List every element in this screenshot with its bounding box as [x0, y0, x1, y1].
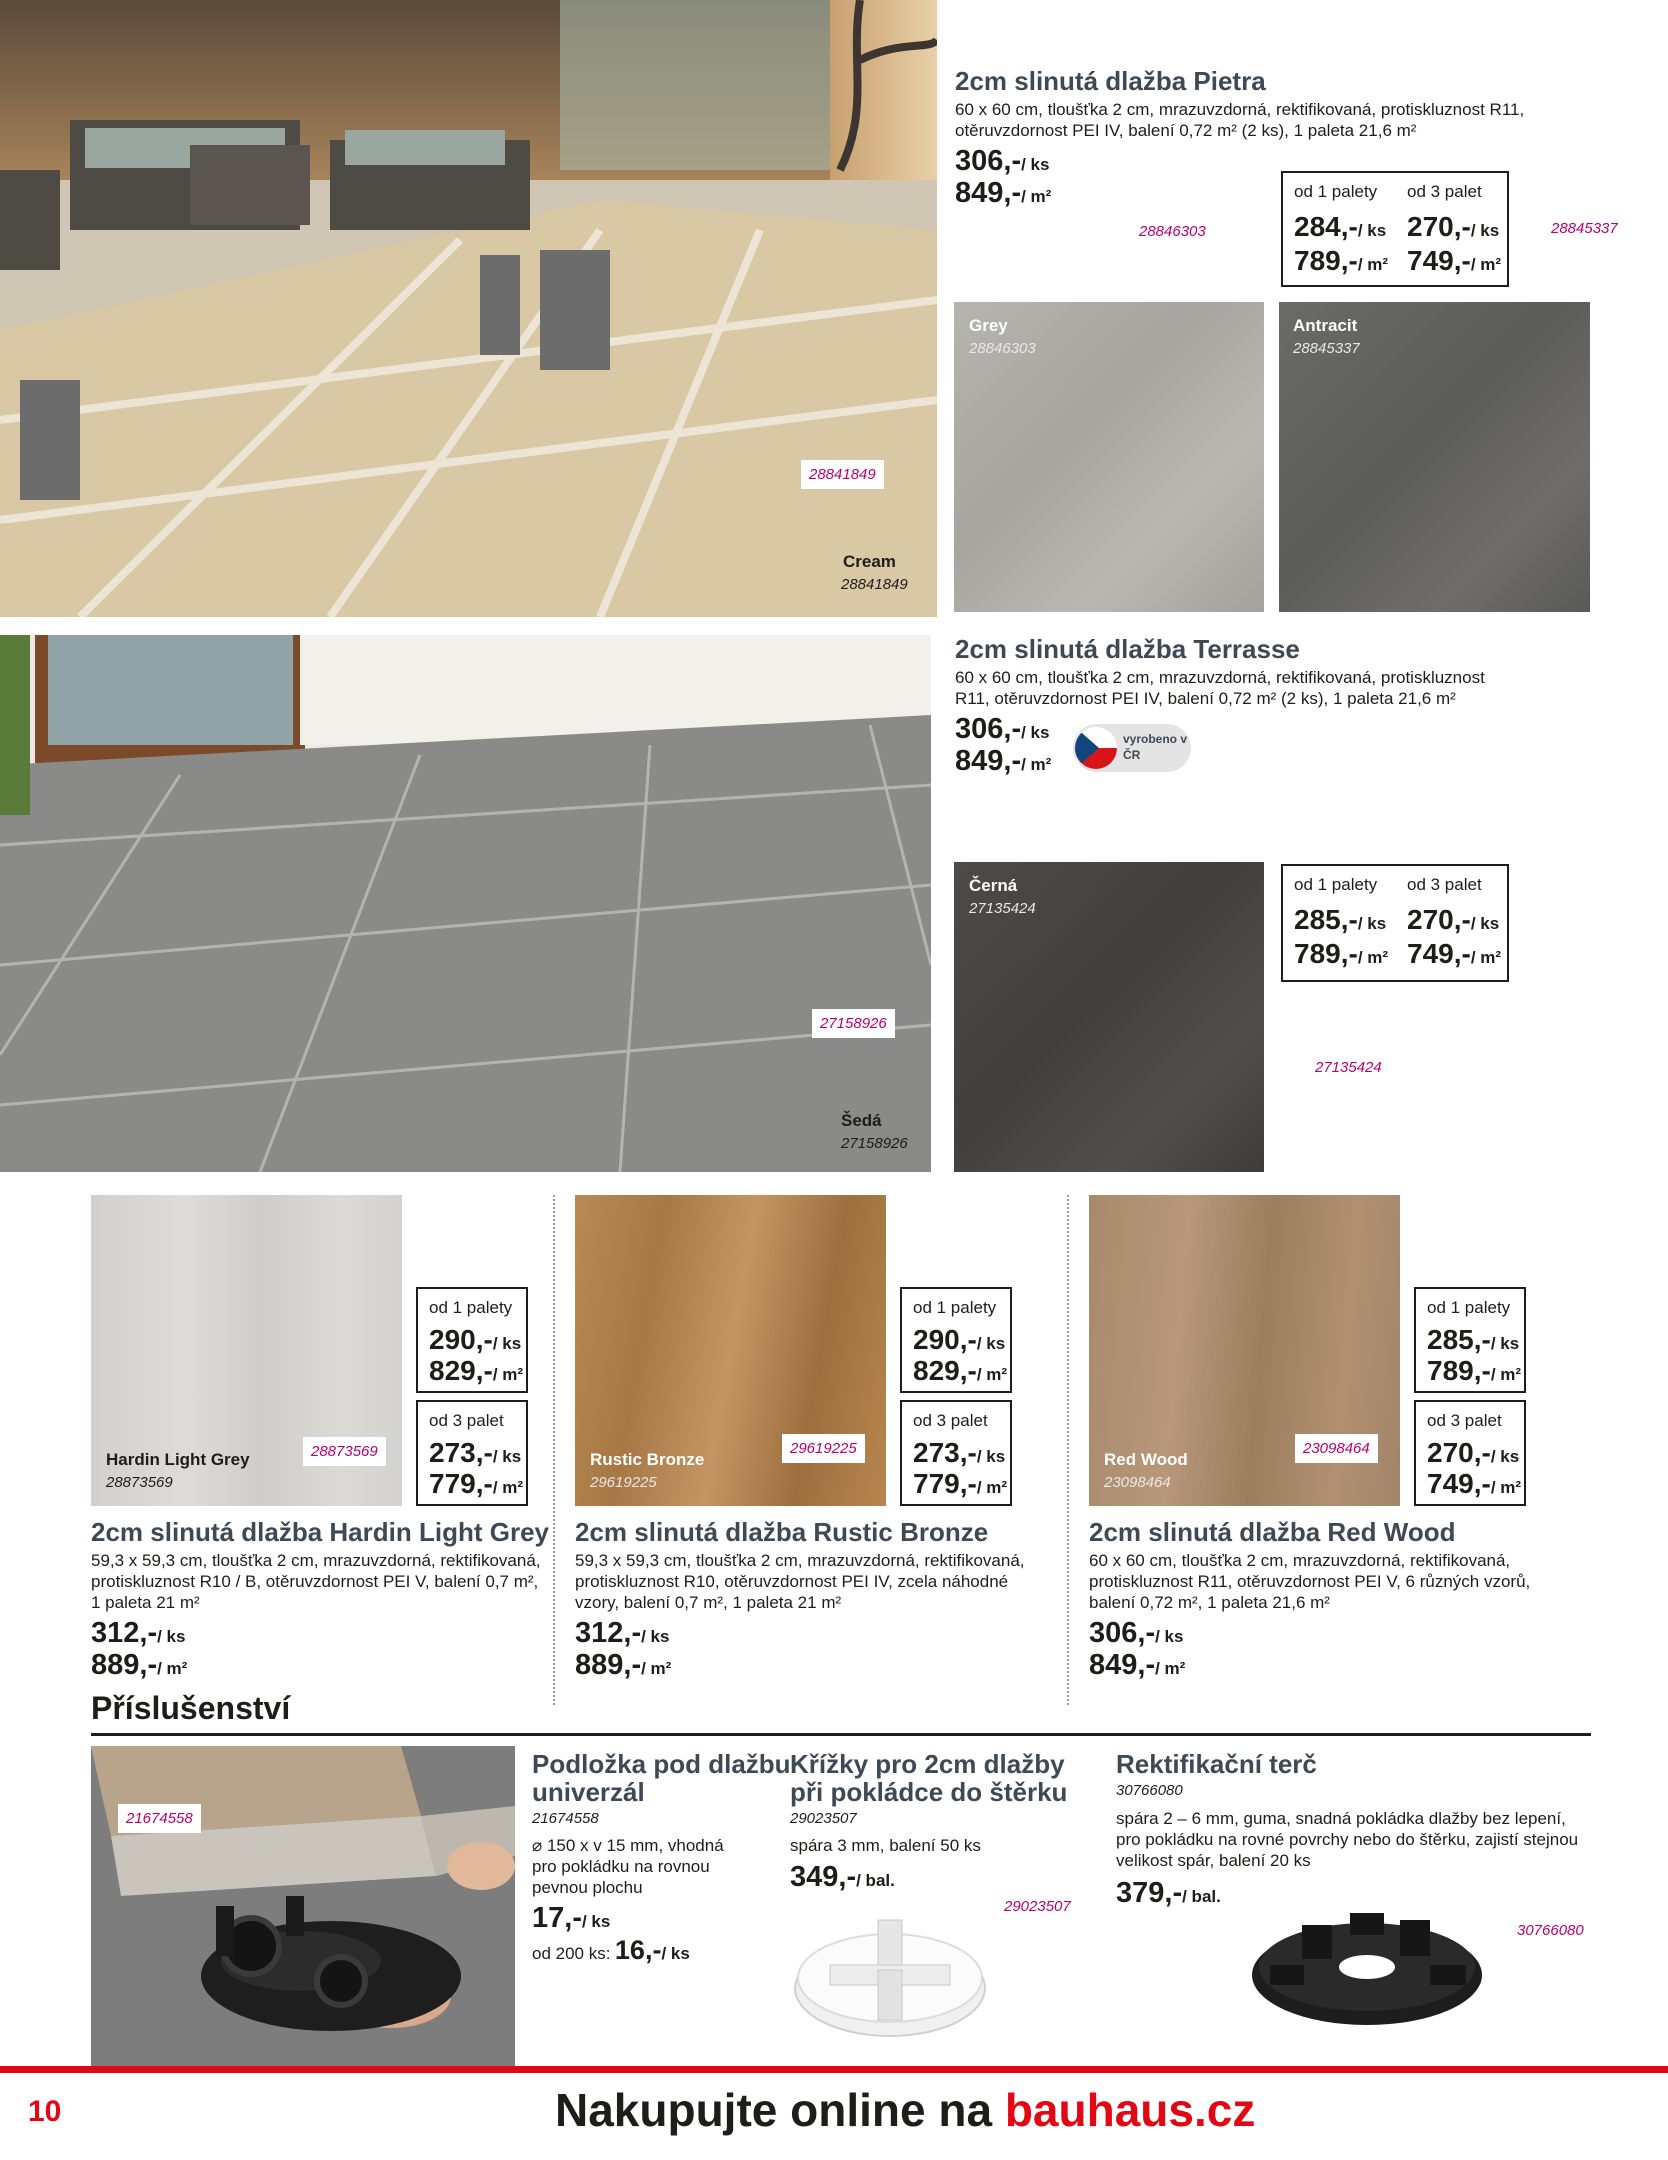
- pietra-box-p2-m2-value: 749,-: [1407, 245, 1471, 276]
- podlozka-bulk-unit: / ks: [661, 1944, 690, 1963]
- pietra-price-m2: [955, 177, 1051, 213]
- rustic-swatch: [575, 1195, 886, 1506]
- pietra-code-right: 28845337: [1551, 220, 1618, 237]
- hardin-price-box-2: [416, 1400, 528, 1506]
- made-in-cz-text: vyrobeno v ČR: [1123, 732, 1188, 762]
- rustic-price-box-2: [900, 1400, 1012, 1506]
- terc-pedestal-image: [1250, 1905, 1485, 2030]
- terc-img-code: 30766080: [1517, 1922, 1584, 1939]
- terrasse-price-m2: [955, 745, 1051, 781]
- hardin-price-m2: [91, 1649, 187, 1685]
- pietra-photo-code: 28841849: [801, 460, 884, 489]
- redwood-swatch-code: 23098464: [1104, 1474, 1171, 1491]
- hardin-box1-m2-unit: / m²: [492, 1365, 524, 1384]
- krizky-code: 29023507: [790, 1810, 857, 1827]
- column-divider-2: [1067, 1195, 1069, 1705]
- podlozka-price-value: 17,-: [532, 1902, 582, 1934]
- terrasse-unit-ks: / ks: [1021, 723, 1050, 742]
- cream-code: 28841849: [841, 576, 908, 593]
- hardin-box1-m2: [429, 1355, 523, 1391]
- podlozka-bulk-label: od 200 ks:: [532, 1944, 611, 1963]
- terrasse-unit-m2: / m²: [1021, 755, 1052, 774]
- hardin-box2-ks-unit: / ks: [492, 1447, 522, 1466]
- pietra-box-h2: od 3 palet: [1407, 182, 1482, 201]
- terc-code: 30766080: [1116, 1782, 1183, 1799]
- redwood-price-m2: [1089, 1649, 1185, 1685]
- pietra-box-p1-ks: [1294, 211, 1386, 247]
- terrasse-code-right: 27135424: [1315, 1059, 1382, 1076]
- rustic-box1-m2-unit: / m²: [976, 1365, 1008, 1384]
- pietra-unit-m2: / m²: [1021, 187, 1052, 206]
- pietra-box-p1-m2: [1294, 245, 1388, 281]
- redwood-box2-head: od 3 palet: [1427, 1411, 1502, 1430]
- redwood-box1-ks-unit: / ks: [1490, 1334, 1520, 1353]
- terrasse-box-p2-ks-unit: / ks: [1470, 914, 1500, 933]
- terrasse-box-h2: od 3 palet: [1407, 875, 1482, 894]
- redwood-box2-m2-value: 749,-: [1427, 1468, 1491, 1499]
- podlozka-bulk-value: 16,-: [614, 1935, 662, 1965]
- terc-desc: spára 2 – 6 mm, guma, snadná pokládka dlažby bez lepení, pro pokládku na rovné povrchy nebo do štěrku, zajistí stejnou velikost spár, balení 20 ks: [1116, 1809, 1579, 1870]
- hardin-box2-head: od 3 palet: [429, 1411, 504, 1430]
- terrasse-box-h1: od 1 palety: [1294, 875, 1378, 894]
- terc-title: Rektifikační terč: [1116, 1749, 1317, 1779]
- footer-slogan-text: Nakupujte online na: [555, 2084, 993, 2136]
- terrasse-terrace-illustration: [0, 635, 931, 1172]
- redwood-price-ks: [1089, 1617, 1183, 1653]
- pietra-desc: 60 x 60 cm, tloušťka 2 cm, mrazuvzdorná, rektifikovaná, protiskluznost R11, otěruvzdornost PEI IV, balení 0,72 m² (2 ks), 1 paleta 21,6 m²: [955, 100, 1525, 140]
- pietra-box-h1: od 1 palety: [1294, 182, 1378, 201]
- redwood-box1-m2: [1427, 1355, 1521, 1391]
- rustic-swatch-code: 29619225: [590, 1474, 657, 1491]
- pietra-box-p1-m2-unit: / m²: [1357, 255, 1389, 274]
- pietra-box-p2-ks-unit: / ks: [1470, 221, 1500, 240]
- podlozka-desc: ⌀ 150 x v 15 mm, vhodná pro pokládku na rovnou pevnou plochu: [532, 1836, 724, 1897]
- made-in-cz-badge: [1073, 724, 1191, 772]
- terrasse-cerna-swatch: [954, 862, 1264, 1172]
- hardin-price-m2-unit: / m²: [157, 1659, 188, 1678]
- redwood-box1-head: od 1 palety: [1427, 1298, 1511, 1317]
- redwood-box1-ks-value: 285,-: [1427, 1324, 1491, 1355]
- podlozka-bulk-price: [532, 1935, 690, 1966]
- pietra-box-p2-ks: [1407, 211, 1499, 247]
- redwood-label: Red Wood: [1104, 1450, 1188, 1469]
- grey-code: 28846303: [969, 340, 1036, 357]
- hardin-title: 2cm slinutá dlažba Hardin Light Grey: [91, 1517, 549, 1547]
- krizky-spacer-image: [790, 1910, 990, 2040]
- accessories-rule: [91, 1733, 1591, 1736]
- terrasse-photo-code: 27158926: [812, 1009, 895, 1038]
- hardin-box1-ks-value: 290,-: [429, 1324, 493, 1355]
- seda-code: 27158926: [841, 1135, 908, 1152]
- terc-price: [1116, 1877, 1221, 1913]
- hardin-price-box-1: [416, 1287, 528, 1393]
- cz-flag-icon: [1075, 727, 1117, 769]
- redwood-box2-m2: [1427, 1468, 1521, 1504]
- redwood-price-m2-value: 849,-: [1089, 1649, 1156, 1681]
- hardin-box2-m2: [429, 1468, 523, 1504]
- rustic-price-m2-value: 889,-: [575, 1649, 642, 1681]
- krizky-spacer-icon: [790, 1910, 990, 2040]
- podlozka-title-1: Podložka pod dlažbu: [532, 1749, 791, 1779]
- rustic-box2-m2-unit: / m²: [976, 1478, 1008, 1497]
- page-number: 10: [28, 2095, 62, 2128]
- pietra-price-box: [1281, 171, 1509, 287]
- terrasse-desc: 60 x 60 cm, tloušťka 2 cm, mrazuvzdorná, rektifikovaná, protiskluznost R11, otěruvzdornost PEI IV, balení 0,72 m² (2 ks), 1 paleta 21,6 m²: [955, 668, 1485, 708]
- rustic-box1-m2: [913, 1355, 1007, 1391]
- terrasse-price-ks: [955, 713, 1049, 749]
- terrasse-box-p1-ks-unit: / ks: [1357, 914, 1387, 933]
- terrasse-box-p1-ks: [1294, 904, 1386, 940]
- cream-label: Cream: [843, 552, 896, 571]
- podlozka-price: [532, 1902, 610, 1938]
- column-divider-1: [553, 1195, 555, 1705]
- hardin-price-ks-value: 312,-: [91, 1617, 158, 1649]
- pietra-box-p1-ks-unit: / ks: [1357, 221, 1387, 240]
- podlozka-price-unit: / ks: [581, 1912, 611, 1931]
- rustic-code-tag: 29619225: [782, 1434, 865, 1463]
- terrasse-box-p2-ks: [1407, 904, 1499, 940]
- rustic-box2-head: od 3 palet: [913, 1411, 988, 1430]
- rustic-price-box-1: [900, 1287, 1012, 1393]
- hardin-swatch: [91, 1195, 402, 1506]
- podlozka-code: 21674558: [532, 1810, 599, 1827]
- redwood-box1-m2-value: 789,-: [1427, 1355, 1491, 1386]
- pietra-price-m2-value: 849,-: [955, 177, 1022, 209]
- redwood-price-ks-value: 306,-: [1089, 1617, 1156, 1649]
- krizky-price: [790, 1861, 895, 1897]
- hardin-price-ks: [91, 1617, 185, 1653]
- terrasse-box-p2-ks-value: 270,-: [1407, 904, 1471, 935]
- pietra-code-left: 28846303: [1139, 223, 1206, 240]
- terrasse-box-p1-ks-value: 285,-: [1294, 904, 1358, 935]
- cerna-code: 27135424: [969, 900, 1036, 917]
- redwood-price-m2-unit: / m²: [1155, 1659, 1186, 1678]
- rustic-box2-m2-value: 779,-: [913, 1468, 977, 1499]
- terrasse-box-p1-m2-unit: / m²: [1357, 948, 1389, 967]
- hardin-box2-m2-value: 779,-: [429, 1468, 493, 1499]
- pietra-title: 2cm slinutá dlažba Pietra: [955, 66, 1266, 96]
- rustic-box1-ks-value: 290,-: [913, 1324, 977, 1355]
- antracit-code: 28845337: [1293, 340, 1360, 357]
- podlozka-title-2: univerzál: [532, 1777, 645, 1807]
- redwood-box2-m2-unit: / m²: [1490, 1478, 1522, 1497]
- pietra-box-p2-ks-value: 270,-: [1407, 211, 1471, 242]
- krizky-title-1: Křížky pro 2cm dlažby: [790, 1749, 1065, 1779]
- pietra-price-ks: [955, 145, 1049, 181]
- rustic-price-ks-unit: / ks: [641, 1627, 670, 1646]
- terrasse-box-p1-m2-value: 789,-: [1294, 938, 1358, 969]
- hardin-price-ks-unit: / ks: [157, 1627, 186, 1646]
- rustic-box2-m2: [913, 1468, 1007, 1504]
- hardin-swatch-code: 28873569: [106, 1474, 173, 1491]
- terrasse-title: 2cm slinutá dlažba Terrasse: [955, 634, 1300, 664]
- hardin-desc: 59,3 x 59,3 cm, tloušťka 2 cm, mrazuvzdorná, rektifikovaná, protiskluznost R10 / B, otěruvzdornost PEI V, balení 0,7 m², 1 paleta 21 m²: [91, 1551, 541, 1612]
- terrasse-terrace-photo: [0, 635, 931, 1172]
- terrasse-box-p2-m2: [1407, 938, 1501, 974]
- terrasse-box-p2-m2-unit: / m²: [1470, 948, 1502, 967]
- terrasse-price-box: [1281, 864, 1509, 982]
- krizky-desc: spára 3 mm, balení 50 ks: [790, 1836, 981, 1855]
- redwood-price-box-2: [1414, 1400, 1526, 1506]
- seda-label: Šedá: [841, 1111, 882, 1130]
- rustic-box2-ks-value: 273,-: [913, 1437, 977, 1468]
- hardin-box2-m2-unit: / m²: [492, 1478, 524, 1497]
- hardin-box1-m2-value: 829,-: [429, 1355, 493, 1386]
- hardin-code-tag: 28873569: [303, 1437, 386, 1466]
- pietra-antracit-swatch: [1279, 302, 1590, 612]
- krizky-price-value: 349,-: [790, 1861, 857, 1893]
- hardin-box1-ks-unit: / ks: [492, 1334, 522, 1353]
- terc-pedestal-icon: [1250, 1905, 1485, 2030]
- terrasse-price-ks-value: 306,-: [955, 713, 1022, 745]
- redwood-box1-m2-unit: / m²: [1490, 1365, 1522, 1384]
- pietra-terrace-illustration: [0, 0, 937, 617]
- rustic-price-ks-value: 312,-: [575, 1617, 642, 1649]
- rustic-price-m2-unit: / m²: [641, 1659, 672, 1678]
- krizky-img-code: 29023507: [1004, 1898, 1071, 1915]
- pietra-box-p1-ks-value: 284,-: [1294, 211, 1358, 242]
- redwood-code-tag: 23098464: [1295, 1434, 1378, 1463]
- pietra-box-p1-m2-value: 789,-: [1294, 245, 1358, 276]
- hardin-box2-ks-value: 273,-: [429, 1437, 493, 1468]
- pietra-unit-ks: / ks: [1021, 155, 1050, 174]
- pietra-box-p2-m2: [1407, 245, 1501, 281]
- accessories-heading: Příslušenství: [91, 1690, 291, 1726]
- podlozka-pedestal-illustration: [91, 1746, 515, 2066]
- hardin-price-m2-value: 889,-: [91, 1649, 158, 1681]
- cerna-label: Černá: [969, 876, 1018, 895]
- terrasse-box-p2-m2-value: 749,-: [1407, 938, 1471, 969]
- rustic-desc: 59,3 x 59,3 cm, tloušťka 2 cm, mrazuvzdorná, rektifikovaná, protiskluznost R10, otěruvzdornost PEI IV, zcela náhodné vzory, balení 0,7 m², 1 paleta 21 m²: [575, 1551, 1025, 1612]
- footer-slogan: [555, 2083, 1255, 2137]
- hardin-box1-head: od 1 palety: [429, 1298, 513, 1317]
- rustic-title: 2cm slinutá dlažba Rustic Bronze: [575, 1517, 989, 1547]
- rustic-box1-m2-value: 829,-: [913, 1355, 977, 1386]
- pietra-terrace-photo: [0, 0, 937, 617]
- krizky-price-unit: / bal.: [856, 1871, 895, 1890]
- antracit-label: Antracit: [1293, 316, 1358, 335]
- rustic-box2-ks-unit: / ks: [976, 1447, 1006, 1466]
- rustic-label: Rustic Bronze: [590, 1450, 705, 1469]
- krizky-title-2: při pokládce do štěrku: [790, 1777, 1068, 1807]
- redwood-desc: 60 x 60 cm, tloušťka 2 cm, mrazuvzdorná, rektifikovaná, protiskluznost R11, otěruvzdornost PEI V, 6 různých vzorů, balení 0,72 m², 1 paleta 21,6 m²: [1089, 1551, 1531, 1612]
- hardin-label: Hardin Light Grey: [106, 1450, 250, 1469]
- terc-price-unit: / bal.: [1182, 1887, 1221, 1906]
- podlozka-photo-code: 21674558: [118, 1804, 201, 1833]
- pietra-price-ks-value: 306,-: [955, 145, 1022, 177]
- footer-url-link[interactable]: bauhaus.cz: [1004, 2084, 1256, 2136]
- footer-red-bar: [0, 2066, 1668, 2073]
- redwood-box2-ks-unit: / ks: [1490, 1447, 1520, 1466]
- pietra-grey-swatch: [954, 302, 1264, 612]
- redwood-price-ks-unit: / ks: [1155, 1627, 1184, 1646]
- pietra-box-p2-m2-unit: / m²: [1470, 255, 1502, 274]
- redwood-price-box-1: [1414, 1287, 1526, 1393]
- rustic-box1-head: od 1 palety: [913, 1298, 997, 1317]
- terrasse-price-m2-value: 849,-: [955, 745, 1022, 777]
- rustic-price-ks: [575, 1617, 669, 1653]
- grey-label: Grey: [969, 316, 1008, 335]
- redwood-box2-ks-value: 270,-: [1427, 1437, 1491, 1468]
- redwood-swatch: [1089, 1195, 1400, 1506]
- rustic-price-m2: [575, 1649, 671, 1685]
- rustic-box1-ks-unit: / ks: [976, 1334, 1006, 1353]
- podlozka-photo: [91, 1746, 515, 2066]
- terrasse-box-p1-m2: [1294, 938, 1388, 974]
- terc-price-value: 379,-: [1116, 1877, 1183, 1909]
- redwood-title: 2cm slinutá dlažba Red Wood: [1089, 1517, 1456, 1547]
